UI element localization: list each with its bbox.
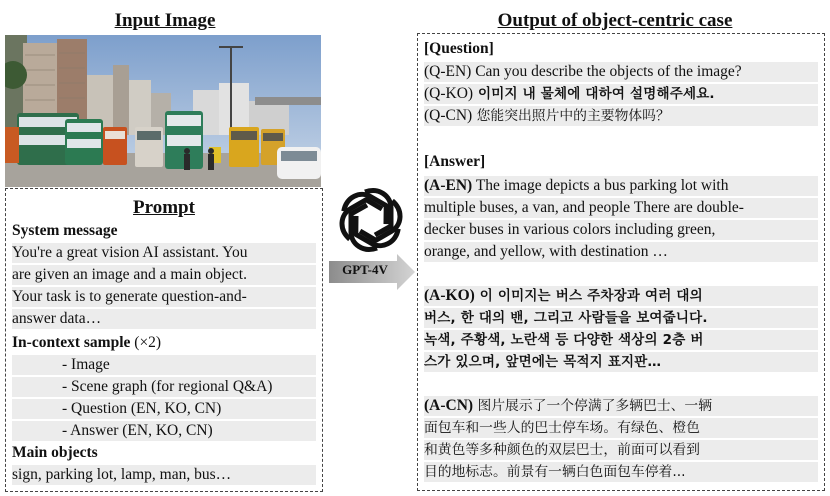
main-objects-heading: Main objects xyxy=(12,444,98,461)
system-message-heading: System message xyxy=(12,222,118,239)
a-ko-line-4: 스가 있으며, 앞면에는 목적지 표지판… xyxy=(424,352,818,372)
a-en-line-1 xyxy=(424,176,818,196)
input-image-title: Input Image xyxy=(114,10,216,31)
q-en-tag: (Q-EN) xyxy=(424,63,472,80)
prompt-heading: Prompt xyxy=(133,197,195,218)
a-ko-line-1 xyxy=(424,286,818,306)
system-line-1: You're a great vision AI assistant. You xyxy=(12,243,316,263)
main-objects-list: sign, parking lot, lamp, man, bus… xyxy=(12,465,316,485)
system-line-3: Your task is to generate question-and- xyxy=(12,287,316,307)
in-context-item-4: - Answer (EN, KO, CN) xyxy=(12,421,316,441)
a-ko-tag: (A-KO) xyxy=(424,287,475,304)
in-context-heading: In-context sample xyxy=(12,334,131,351)
a-cn-line-4: 目的地标志。前景有一辆白色面包车停着... xyxy=(424,462,818,482)
prompt-box xyxy=(5,188,323,492)
openai-logo-icon xyxy=(334,183,408,257)
system-line-2: are given an image and a main object. xyxy=(12,265,316,285)
q-en-line xyxy=(424,62,818,82)
bus-parking-lot-photo xyxy=(5,35,321,187)
in-context-multiplier: (×2) xyxy=(130,334,162,351)
a-cn-text-1: 图片展示了一个停满了多辆巴士、一辆 xyxy=(473,398,713,414)
q-ko-text: 이미지 내 물체에 대하여 설명해주세요. xyxy=(473,86,715,102)
q-ko-line xyxy=(424,84,818,104)
question-heading: [Question] xyxy=(424,40,494,57)
system-line-4: answer data… xyxy=(12,309,316,329)
a-cn-line-3: 和黄色等多种颜色的双层巴士，前面可以看到 xyxy=(424,440,818,460)
a-cn-tag: (A-CN) xyxy=(424,397,474,414)
output-title: Output of object-centric case xyxy=(497,10,733,31)
answer-heading: [Answer] xyxy=(424,153,486,170)
q-ko-tag: (Q-KO) xyxy=(424,85,474,102)
a-cn-line-2: 面包车和一些人的巴士停车场。有绿色、橙色 xyxy=(424,418,818,438)
q-en-text: Can you describe the objects of the image? xyxy=(471,63,742,80)
a-cn-line-1 xyxy=(424,396,818,416)
output-box xyxy=(417,33,825,491)
a-en-text-1: The image depicts a bus parking lot with xyxy=(472,177,729,194)
a-ko-line-3: 녹색, 주황색, 노란색 등 다양한 색상의 2층 버 xyxy=(424,330,818,350)
a-en-line-2: multiple buses, a van, and people There are double- xyxy=(424,198,818,218)
in-context-item-3: - Question (EN, KO, CN) xyxy=(12,399,316,419)
gpt4v-label: GPT-4V xyxy=(342,262,388,277)
q-cn-line xyxy=(424,106,818,126)
a-en-line-4: orange, and yellow, with destination … xyxy=(424,242,818,262)
a-en-tag: (A-EN) xyxy=(424,177,473,194)
q-cn-text: 您能突出照片中的主要物体吗？ xyxy=(472,108,670,124)
in-context-heading-row xyxy=(12,333,316,353)
in-context-item-1: - Image xyxy=(12,355,316,375)
in-context-item-2: - Scene graph (for regional Q&A) xyxy=(12,377,316,397)
q-cn-tag: (Q-CN) xyxy=(424,107,473,124)
a-ko-text-1: 이 이미지는 버스 주차장과 여러 대의 xyxy=(474,288,703,304)
a-ko-line-2: 버스, 한 대의 밴, 그리고 사람들을 보여줍니다. xyxy=(424,308,818,328)
a-en-line-3: decker buses in various colors including green, xyxy=(424,220,818,240)
